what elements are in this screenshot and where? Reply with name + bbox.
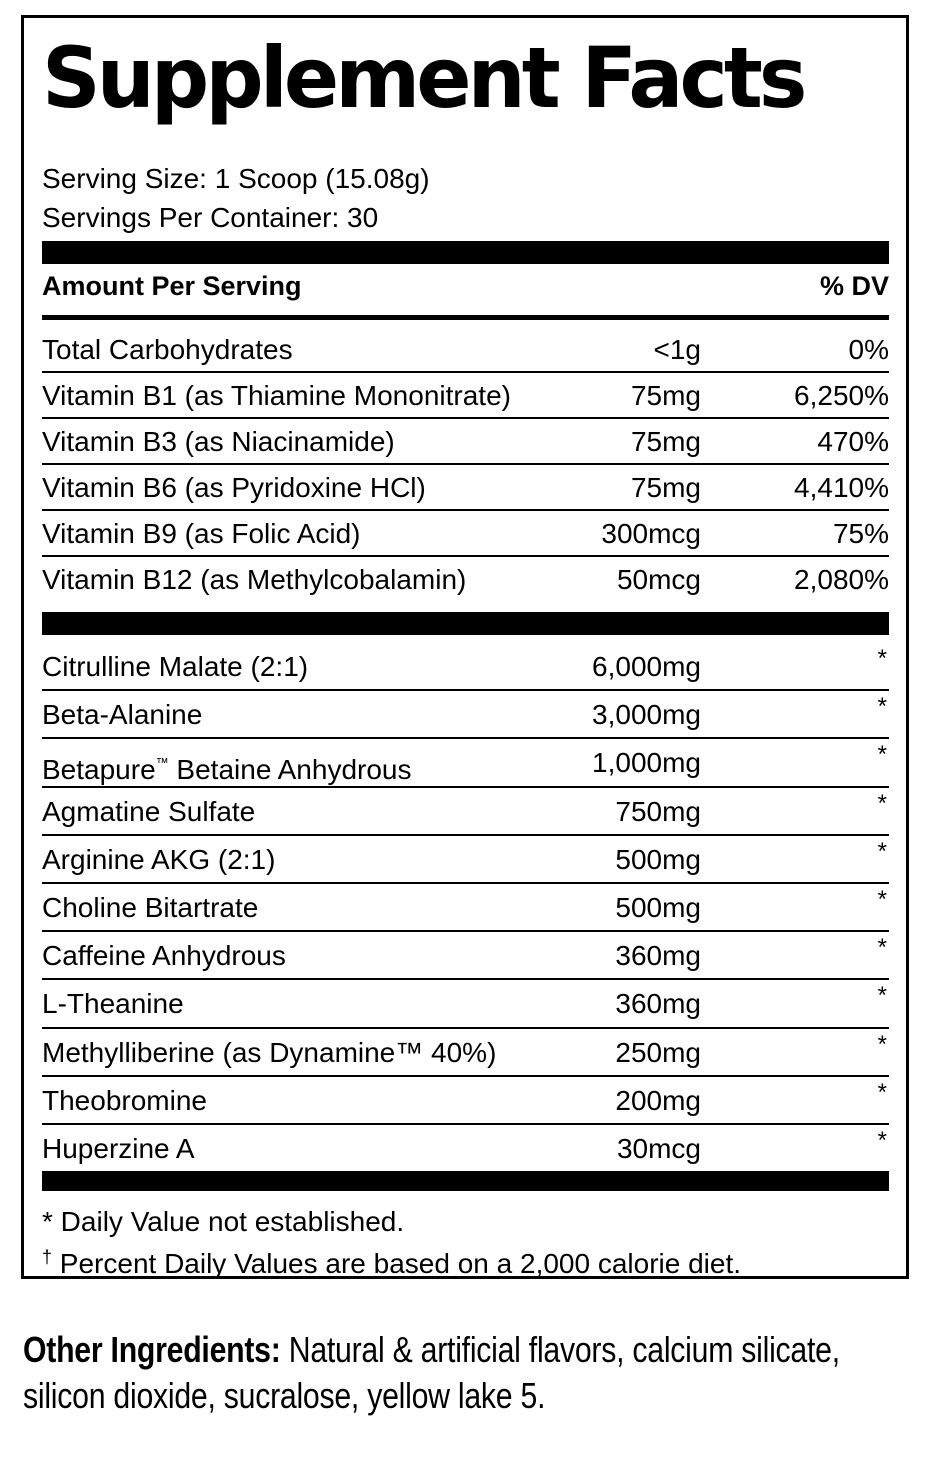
dv-header-label: % DV (819, 271, 889, 301)
nutrient-name: Vitamin B3 (as Niacinamide) (42, 426, 395, 457)
trademark-symbol: ™ (155, 755, 169, 771)
ingredient-dv: * (877, 789, 887, 817)
table-row (42, 463, 889, 509)
amount-header-row (42, 273, 889, 300)
ingredient-dv: * (877, 693, 887, 721)
thick-divider-middle (42, 612, 889, 635)
ingredient-dv: * (877, 837, 887, 865)
thick-divider-top (42, 241, 889, 264)
ingredient-amount: 360mg (615, 988, 701, 1020)
table-row (42, 641, 889, 689)
ingredient-dv: * (877, 982, 887, 1010)
nutrient-amount: <1g (653, 334, 701, 365)
ingredient-name: Arginine AKG (2:1) (42, 843, 276, 875)
ingredient-name: Caffeine Anhydrous (42, 940, 286, 972)
ingredient-amount: 500mg (615, 891, 701, 923)
thick-divider-bottom (42, 1171, 889, 1191)
table-row (42, 737, 889, 785)
table-row (42, 325, 889, 371)
table-row (42, 417, 889, 463)
ingredient-dv: * (877, 1030, 887, 1058)
table-row (42, 509, 889, 555)
other-ingredients (23, 1327, 928, 1419)
ingredient-name: L-Theanine (42, 988, 184, 1020)
nutrient-name: Vitamin B12 (as Methylcobalamin) (42, 564, 467, 595)
ingredient-dv: * (877, 1126, 887, 1154)
daily-value-footnote: * Daily Value not established. (42, 1206, 405, 1237)
table-row (42, 978, 889, 1026)
other-ingredients-line-2: silicon dioxide, sucralose, yellow lake 5. (23, 1375, 546, 1416)
dagger-symbol: † (42, 1247, 53, 1267)
ingredient-amount: 750mg (615, 795, 701, 827)
table-row (42, 555, 889, 601)
nutrient-name: Vitamin B1 (as Thiamine Mononitrate) (42, 380, 511, 411)
table-row (42, 1123, 889, 1171)
nutrient-dv: 6,250% (794, 380, 889, 411)
vitamin-list (42, 325, 889, 601)
table-row (42, 834, 889, 882)
nutrient-amount: 75mg (630, 426, 701, 457)
ingredient-dv: * (877, 1078, 887, 1106)
table-row (42, 371, 889, 417)
ingredient-name: Beta-Alanine (42, 699, 203, 731)
thin-divider (42, 315, 889, 320)
amount-per-serving-label: Amount Per Serving (42, 271, 302, 301)
panel-title: Supplement Facts (42, 29, 804, 127)
ingredient-name: Choline Bitartrate (42, 891, 259, 923)
supplement-facts-panel (21, 15, 909, 1279)
nutrient-dv: 4,410% (794, 472, 889, 503)
ingredient-list (42, 641, 889, 1171)
other-ingredients-label: Other Ingredients: (23, 1329, 281, 1370)
ingredient-amount: 30mcg (616, 1132, 701, 1164)
ingredient-name: Agmatine Sulfate (42, 795, 256, 827)
ingredient-amount: 250mg (615, 1036, 701, 1068)
ingredient-amount: 6,000mg (592, 651, 701, 682)
nutrient-amount: 75mg (630, 472, 701, 503)
ingredient-dv: * (877, 741, 887, 769)
ingredient-name: Methylliberine (as Dynamine™ 40%) (42, 1036, 497, 1068)
other-ingredients-line-1 (23, 1327, 840, 1373)
nutrient-dv: 470% (817, 426, 889, 457)
nutrient-amount: 75mg (630, 380, 701, 411)
servings-per-container: Servings Per Container: 30 (42, 202, 379, 233)
table-row (42, 1027, 889, 1075)
table-row (42, 882, 889, 930)
nutrient-amount: 300mcg (601, 518, 701, 549)
table-row (42, 786, 889, 834)
ingredient-dv: * (877, 885, 887, 913)
ingredient-amount: 500mg (615, 843, 701, 875)
nutrient-dv: 0% (848, 334, 889, 365)
ingredient-name: Theobromine (42, 1084, 207, 1116)
ingredient-dv: * (877, 645, 887, 672)
nutrient-dv: 2,080% (794, 564, 889, 595)
table-row (42, 1075, 889, 1123)
ingredient-amount: 1,000mg (592, 747, 701, 779)
ingredient-name: Huperzine A (42, 1132, 195, 1164)
percent-daily-text: Percent Daily Values are based on a 2,000 calorie diet. (52, 1248, 742, 1279)
nutrient-dv: 75% (832, 518, 889, 549)
nutrient-name: Vitamin B9 (as Folic Acid) (42, 518, 361, 549)
ingredient-dv: * (877, 934, 887, 962)
percent-daily-footnote (42, 1248, 741, 1278)
nutrient-amount: 50mcg (616, 564, 701, 595)
ingredient-amount: 360mg (615, 940, 701, 972)
nutrient-name: Total Carbohydrates (42, 334, 293, 365)
ingredient-amount: 3,000mg (592, 699, 701, 731)
ingredient-amount: 200mg (615, 1084, 701, 1116)
ingredient-name-suffix: Betaine Anhydrous (168, 754, 412, 786)
nutrient-name: Vitamin B6 (as Pyridoxine HCl) (42, 472, 426, 503)
ingredient-name: Citrulline Malate (2:1) (42, 651, 309, 682)
ingredient-name-base: Betapure (42, 754, 156, 786)
serving-size: Serving Size: 1 Scoop (15.08g) (42, 163, 430, 194)
table-row (42, 930, 889, 978)
other-ingredients-text-1: Natural & artificial flavors, calcium silicate, (280, 1329, 840, 1370)
table-row (42, 689, 889, 737)
